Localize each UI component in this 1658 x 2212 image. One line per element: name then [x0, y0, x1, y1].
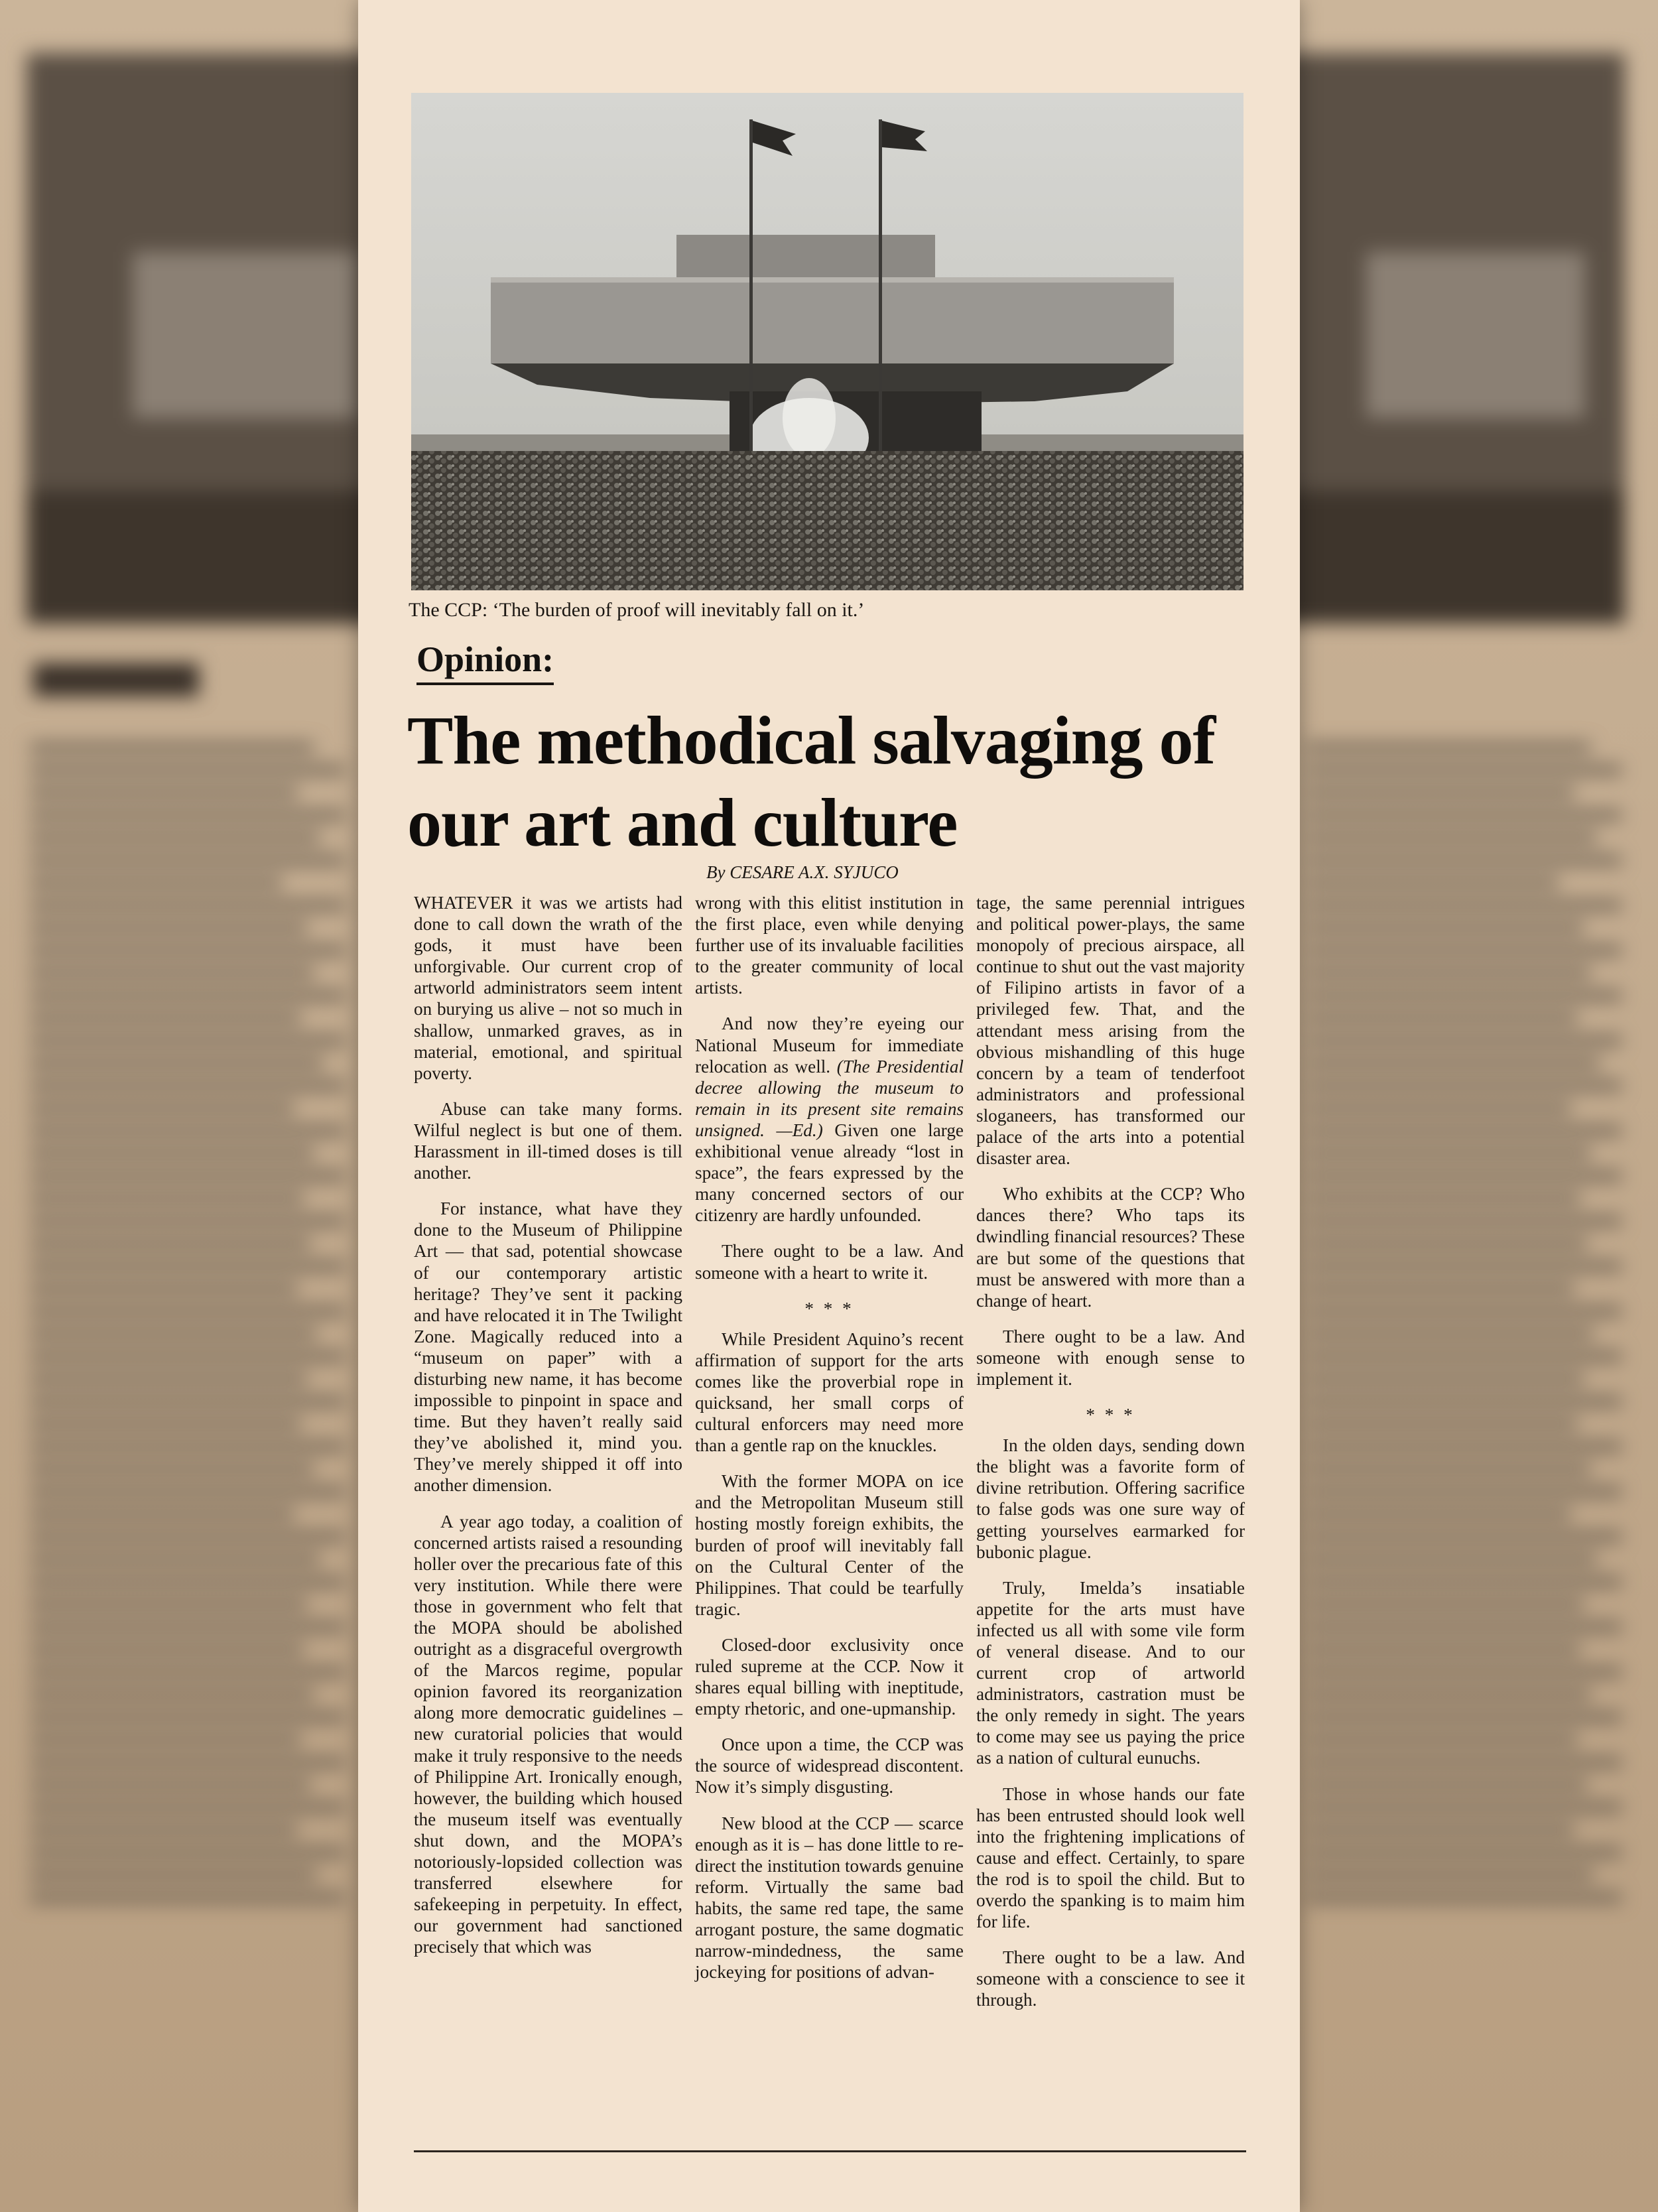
paragraph: Who exhibits at the CCP? Who dances there? Who taps its dwindling financial resources? These are but some of the questions that must be answered with more than a change of heart. — [976, 1184, 1245, 1311]
paragraph: tage, the same perennial intrigues and political power-plays, the same monopoly of precious airspace, all continue to shut out the vast majority of Filipino artists in favor of a privileged few. That, and the attendant mess arising from the obvious mishandling of this huge concern by a team of tenderfoot administrators and professional sloganeers, has transformed our palace of the arts into a potential disaster area. — [976, 893, 1245, 1169]
section-kicker: Opinion: — [416, 639, 554, 685]
article-column-3 — [976, 892, 1245, 2026]
blurred-background-left — [0, 0, 358, 2212]
ccp-building-photo — [411, 93, 1244, 590]
paragraph: Abuse can take many forms. Wilful neglect is but one of them. Harassment in ill-timed doses is till another. — [414, 1098, 682, 1183]
paragraph — [695, 1013, 964, 1226]
paragraph: While President Aquino’s recent affirmation of support for the arts comes like the proverbial rope in quicksand, her small corps of cultural enforcers may need more than a gentle rap on the knuckles. — [695, 1329, 964, 1456]
paragraph: Those in whose hands our fate has been entrusted should look well into the frightening implications of cause and effect. Certainly, to spare the rod is to spoil the child. But to overdo the spanking is to maim him for life. — [976, 1784, 1245, 1932]
paragraph: There ought to be a law. And someone with a heart to write it. — [695, 1241, 964, 1283]
newspaper-clipping — [358, 0, 1300, 2212]
byline: By CESARE A.X. SYJUCO — [706, 862, 899, 882]
paragraph-text: Given one large exhibitional venue already “lost in space”, the fears expressed by the many concerned sectors of our citizenry are hardly unfounded. — [695, 1120, 964, 1226]
paragraph: WHATEVER it was we artists had done to call down the wrath of the gods, it must have been unforgivable. Our current crop of artworld administrators seem intent on burying us alive – not so much in shallow, unmarked graves, as in material, emotional, and spiritual poverty. — [414, 893, 682, 1083]
photo-caption: The CCP: ‘The burden of proof will inevitably fall on it.’ — [409, 599, 865, 621]
blurred-background-right — [1300, 0, 1658, 2212]
paragraph: In the olden days, sending down the blight was a favorite form of divine retribution. Offering sacrifice to false gods was one sure way of getting yourselves earmarked for bubonic plague. — [976, 1435, 1245, 1562]
paragraph: A year ago today, a coalition of concerned artists raised a resounding holler over the precarious fate of this very institution. While there were those in government who felt that the MOPA should be abolished outright as a disgraceful overgrowth of the Marcos regime, popular opinion favored its reorganization along more democratic guidelines – new curatorial policies that would make it truly responsive to the needs of Philippine Art. Ironically enough, however, the building which housed the museum itself was eventually shut down, and the MOPA’s notoriously-lopsided collection was transferred elsewhere for safekeeping in perpetuity. In effect, our government had sanctioned precisely that which was — [414, 1511, 682, 1957]
paragraph: Once upon a time, the CCP was the source of widespread discontent. Now it’s simply disgusting. — [695, 1734, 964, 1797]
paragraph: For instance, what have they done to the Museum of Philippine Art — that sad, potential showcase of our contemporary artistic heritage? They’ve sent it packing and have relocated it in The Twilight Zone. Magically reduced into a “museum on paper” with a disturbing new name, it has become impossible to pinpoint in space and time. But they haven’t really said they’ve abolished it, mind you. They’ve merely shipped it off into another dimension. — [414, 1199, 682, 1496]
paragraph: wrong with this elitist institution in the first place, even while denying further use of its invaluable facilities to the greater community of local artists. — [695, 893, 964, 998]
section-break: * * * — [804, 1298, 854, 1319]
paragraph: Truly, Imelda’s insatiable appetite for the arts must have infected us all with some vile form of veneral disease. And to our current crop of artworld administrators, castration must be the only remedy in sight. The years to come may see us paying the price as a nation of cultural eunuchs. — [976, 1577, 1245, 1768]
bottom-rule — [414, 2150, 1246, 2152]
paragraph: New blood at the CCP — scarce enough as it is – has done little to re-direct the institution towards genuine reform. Virtually the same bad habits, the same red tape, the same arrogant posture, the same dogmatic narrow-mindedness, the same jockeying for positions of advan- — [695, 1813, 964, 1983]
article-column-1 — [414, 892, 682, 1973]
paragraph: With the former MOPA on ice and the Metropolitan Museum still hosting mostly foreign exhibits, the burden of proof will inevitably fall on the Cultural Center of the Philippines. That could be tearfully tragic. — [695, 1471, 964, 1619]
article-column-2 — [695, 892, 964, 1997]
paragraph: There ought to be a law. And someone with a conscience to see it through. — [976, 1947, 1245, 2010]
headline: The methodical salvaging of our art and culture — [407, 702, 1216, 861]
editor-note: (The Presidential decree allowing the museum to remain in its present site remains unsigned. —Ed.) — [695, 1056, 964, 1140]
section-break: * * * — [1086, 1405, 1135, 1425]
paragraph: There ought to be a law. And someone with enough sense to implement it. — [976, 1326, 1245, 1389]
paragraph-text: And now they’re eyeing our National Museum for immediate relocation as well. — [695, 1013, 964, 1076]
paragraph: Closed-door exclusivity once ruled supreme at the CCP. Now it shares equal billing with ineptitude, empty rhetoric, and one-upmanship. — [695, 1634, 964, 1719]
